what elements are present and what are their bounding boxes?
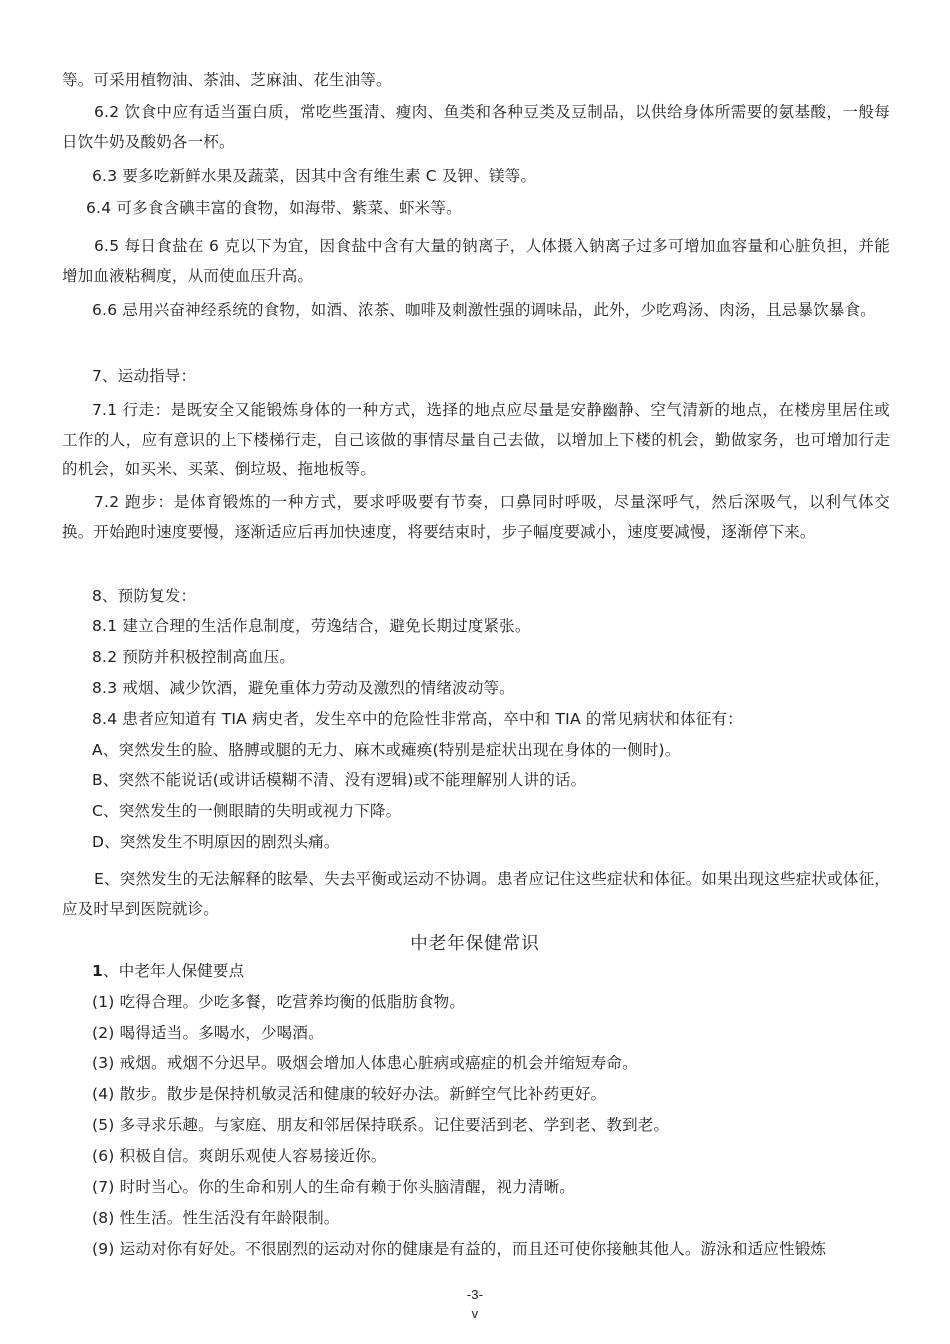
symptom-d: D、突然发生不明原因的剧烈头痛。 xyxy=(92,833,340,851)
section-title: 中老年保健常识 xyxy=(410,934,540,954)
paragraph-8-2: 8.2 预防并积极控制高血压。 xyxy=(92,648,296,666)
symptom-e: E、突然发生的无法解释的眩晕、失去平衡或运动不协调。患者应记住这些症状和体征。如果出现这些症状或体征，应及时早到医院就诊。 xyxy=(62,870,890,918)
section1-number: 1 xyxy=(92,962,103,980)
symptom-a: A、突然发生的脸、胳膊或腿的无力、麻木或瘫痪(特别是症状出现在身体的一侧时)。 xyxy=(92,741,681,759)
paragraph-oil: 等。可采用植物油、茶油、芝麻油、花生油等。 xyxy=(62,71,392,89)
paragraph-7-1: 7.1 行走：是既安全又能锻炼身体的一种方式，选择的地点应尽量是安静幽静、空气清新的地点，在楼房里居住或工作的人，应有意识的上下楼梯行走，自己该做的事情尽量自己去做，以增加上下楼的机会，勤做家务，也可增加行走的机会，如买米、买菜、倒垃圾、拖地板等。 xyxy=(62,401,890,478)
list-item-8: (8) 性生活。性生活没有年龄限制。 xyxy=(92,1209,340,1227)
symptom-c: C、突然发生的一侧眼睛的失明或视力下降。 xyxy=(92,802,402,820)
paragraph-8-1: 8.1 建立合理的生活作息制度，劳逸结合，避免长期过度紧张。 xyxy=(92,617,531,635)
page-number: -3- xyxy=(466,1287,484,1302)
paragraph-6-3: 6.3 要多吃新鲜水果及蔬菜，因其中含有维生素 C 及钾、镁等。 xyxy=(92,167,537,185)
paragraph-6-6: 6.6 忌用兴奋神经系统的食物，如酒、浓茶、咖啡及刺激性强的调味品，此外，少吃鸡汤、肉汤，且忌暴饮暴食。 xyxy=(92,301,876,319)
paragraph-7-2: 7.2 跑步：是体育锻炼的一种方式，要求呼吸要有节奏，口鼻同时呼吸，尽量深呼气，然后深吸气，以利气体交换。开始跑时速度要慢，逐渐适应后再加快速度，将要结束时，步子幅度要减小，速度要减慢，逐渐停下来。 xyxy=(62,493,890,541)
paragraph-8-4: 8.4 患者应知道有 TIA 病史者，发生卒中的危险性非常高，卒中和 TIA 的常见病状和体征有： xyxy=(92,710,743,728)
list-item-4: (4) 散步。散步是保持机敏灵活和健康的较好办法。新鲜空气比补药更好。 xyxy=(92,1085,607,1103)
list-item-7: (7) 时时当心。你的生命和别人的生命有赖于你头脑清醒，视力清晰。 xyxy=(92,1178,575,1196)
paragraph-8-3: 8.3 戒烟、减少饮酒，避免重体力劳动及激烈的情绪波动等。 xyxy=(92,679,515,697)
list-item-6: (6) 积极自信。爽朗乐观使人容易接近你。 xyxy=(92,1147,387,1165)
section1-heading-text: 、中老年人保健要点 xyxy=(103,962,245,980)
heading-prevention: 8、预防复发： xyxy=(92,587,197,605)
section1-heading xyxy=(62,957,920,987)
symptom-b: B、突然不能说话(或讲话模糊不清、没有逻辑)或不能理解别人讲的话。 xyxy=(92,771,587,789)
paragraph-6-5: 6.5 每日食盐在 6 克以下为宜，因食盐中含有大量的钠离子，人体摄入钠离子过多可增加血容量和心脏负担，并能增加血液粘稠度，从而使血压升高。 xyxy=(62,237,890,285)
paragraph-6-4: 6.4 可多食含碘丰富的食物，如海带、紫菜、虾米等。 xyxy=(86,199,462,217)
paragraph-6-2: 6.2 饮食中应有适当蛋白质，常吃些蛋清、瘦肉、鱼类和各种豆类及豆制品，以供给身体所需要的氨基酸，一般每日饮牛奶及酸奶各一杯。 xyxy=(62,103,890,151)
footer-mark: v xyxy=(471,1306,479,1321)
list-item-3: (3) 戒烟。戒烟不分迟早。吸烟会增加人体患心脏病或癌症的机会并缩短寿命。 xyxy=(92,1054,638,1072)
list-item-2: (2) 喝得适当。多喝水，少喝酒。 xyxy=(92,1024,324,1042)
list-item-9: (9) 运动对你有好处。不很剧烈的运动对你的健康是有益的，而且还可使你接触其他人。游泳和适应性锻炼 xyxy=(92,1240,827,1258)
list-item-5: (5) 多寻求乐趣。与家庭、朋友和邻居保持联系。记住要活到老、学到老、教到老。 xyxy=(92,1116,670,1134)
list-item-1: (1) 吃得合理。少吃多餐，吃营养均衡的低脂肪食物。 xyxy=(92,993,466,1011)
heading-exercise: 7、运动指导： xyxy=(92,367,197,385)
